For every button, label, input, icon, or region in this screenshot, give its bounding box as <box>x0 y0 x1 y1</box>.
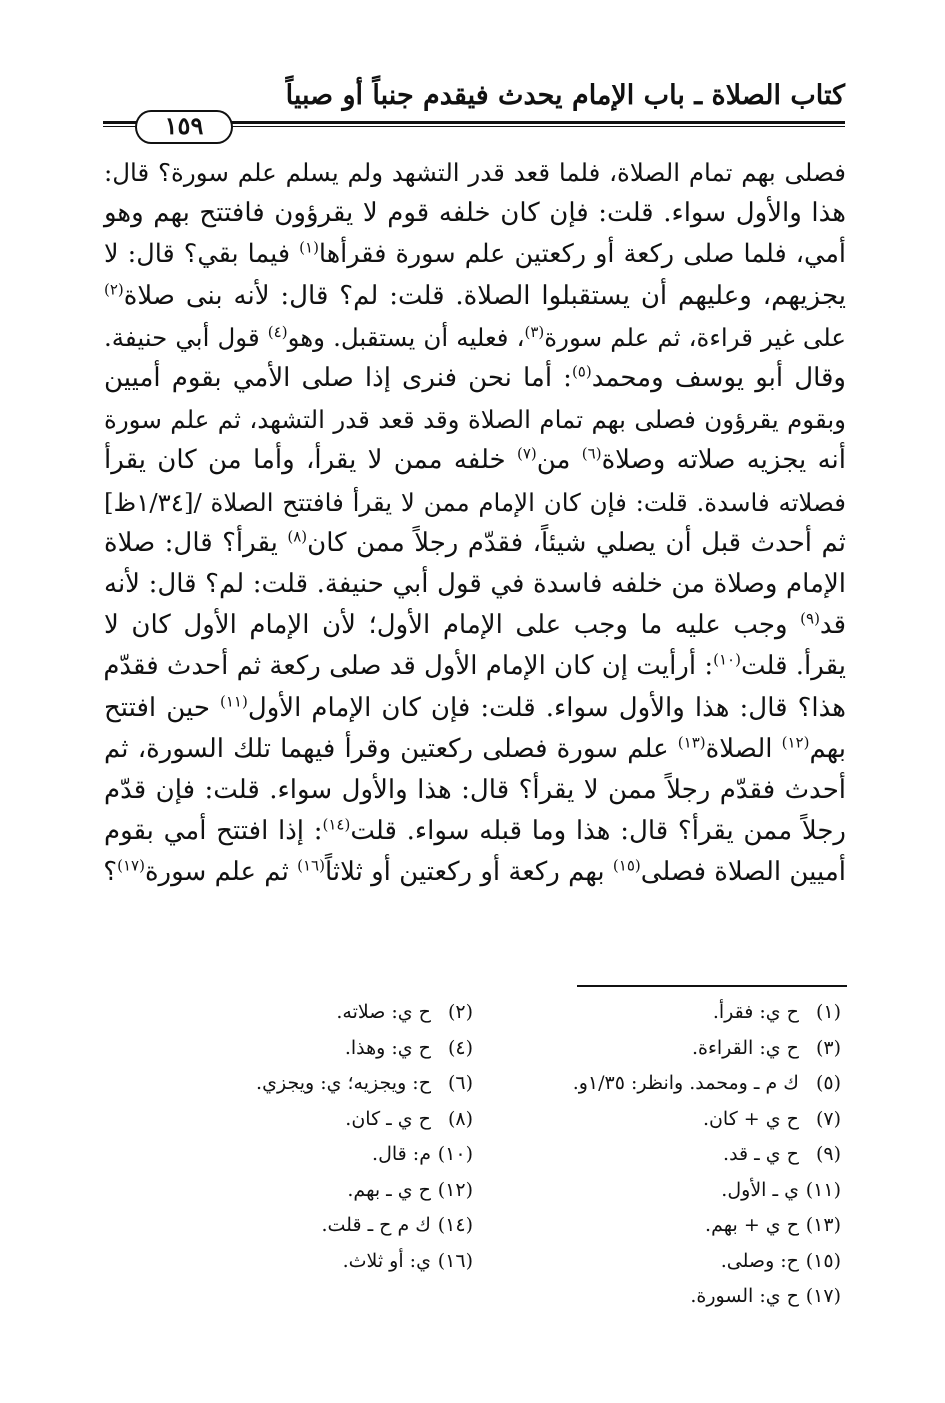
text-run: علم سورة فصلى ركعتين وقرأ فيهما تلك السورة، ثم <box>104 733 678 764</box>
text-line <box>104 234 846 275</box>
text-run: رجلاً ممن يقرأ؟ قال: هذا وما قبله سواء. قلت <box>350 816 846 847</box>
text-run: بهم ركعة أو ركعتين أو ثلاثاً <box>324 857 613 888</box>
footnote <box>256 1208 473 1244</box>
text-line <box>104 605 846 646</box>
footnote-text: ح ي ـ قد. <box>723 1143 799 1165</box>
footnotes-left-column <box>256 995 473 1279</box>
footnote-number: (١٥) <box>805 1249 841 1272</box>
footnote-number: (١٣) <box>805 1214 841 1236</box>
footnote <box>573 1244 841 1280</box>
text-run: الصلاة <box>705 733 782 764</box>
footnote-marker: (٦) <box>581 444 602 463</box>
footnote-marker: (١٤) <box>322 815 351 834</box>
text-line <box>104 399 846 440</box>
footnote-number: (١٢) <box>437 1178 473 1201</box>
footnote-text: ح ي ـ كان. <box>345 1107 431 1130</box>
footnote-marker: (٩) <box>800 609 820 628</box>
footnote-marker: (١) <box>299 238 319 257</box>
footnote-number: (١٦) <box>437 1249 473 1272</box>
footnote-number: (٨) <box>447 1107 473 1130</box>
footnote-number: (٤) <box>447 1036 473 1059</box>
footnote <box>256 1102 473 1138</box>
text-run: : أرأيت إن كان الإمام الأول قد صلى ركعة ثم أحدث فقدّم <box>103 651 714 682</box>
footnote <box>573 1066 841 1102</box>
footnote <box>573 1137 841 1173</box>
text-run: على غير قراءة، ثم علم سورة <box>544 322 847 352</box>
footnote-text: ح ي: فقرأ. <box>712 1001 799 1023</box>
running-title: كتاب الصلاة ـ باب الإمام يحدث فيقدم جنباً أو صبياً <box>285 80 845 111</box>
footnote-marker: (٣) <box>524 322 545 341</box>
text-run: بهم <box>809 733 846 764</box>
text-run: أمي، فلما صلى ركعة أو ركعتين علم سورة فقرأها <box>318 239 846 270</box>
text-run: وقال أبو يوسف ومحمد <box>591 363 846 394</box>
text-line <box>104 482 846 523</box>
footnote <box>573 1031 841 1067</box>
footnote-marker: (٤) <box>267 322 288 341</box>
text-line <box>104 276 846 317</box>
text-run: يقرأ؟ قال: صلاة <box>104 527 288 558</box>
text-run: يقرأ. قلت <box>740 651 846 682</box>
footnote-text: ح: وصلى. <box>720 1249 799 1272</box>
text-run: وبقوم يقرؤون فصلى بهم تمام الصلاة وقد قعد قدر التشهد، ثم علم سورة <box>104 405 846 435</box>
footnote-text: ح ي: وهذا. <box>344 1036 431 1059</box>
footnote <box>573 995 841 1031</box>
footnote-marker: (١٠) <box>713 650 741 669</box>
text-line <box>104 811 846 852</box>
footnote-marker: (١٣) <box>677 733 706 752</box>
text-line <box>104 729 846 770</box>
footnote-text: ي ـ الأول. <box>721 1178 799 1201</box>
text-run: فصلى بهم تمام الصلاة، فلما قعد قدر التشهد ولم يسلم علم سورة؟ قال: <box>104 158 846 187</box>
footnote-text: ك م ـ ومحمد. وانظر: ١/٣٥و. <box>572 1072 799 1094</box>
footnote-number: (٩) <box>815 1143 841 1165</box>
footnote <box>256 995 473 1031</box>
text-line <box>104 688 846 729</box>
footnote-text: ح ي: صلاته. <box>336 1001 431 1023</box>
footnote-marker: (٢) <box>104 279 124 298</box>
text-run: من <box>536 445 582 476</box>
footnote-number: (١١) <box>805 1178 841 1201</box>
footnote-marker: (١٧) <box>117 856 145 875</box>
footnote-text: ح ي + كان. <box>702 1107 799 1130</box>
footnote <box>256 1173 473 1209</box>
text-line <box>104 193 846 234</box>
footnote <box>573 1208 841 1244</box>
text-line <box>104 564 846 605</box>
text-run: قول أبي حنيفة. <box>104 322 268 352</box>
footnote-number: (٥) <box>815 1072 841 1094</box>
footnote-text: ك م ح ـ قلت. <box>321 1214 431 1236</box>
text-run: ، فعليه أن يستقبل. وهو <box>287 322 525 352</box>
footnote-marker: (٥) <box>571 362 592 381</box>
text-run: يجزيهم، وعليهم أن يستقبلوا الصلاة. قلت: لم؟ قال: لأنه بنى صلاة <box>123 280 846 311</box>
footnote-text: ح ي: السورة. <box>690 1285 799 1307</box>
text-run: الإمام وصلاة من خلفه فاسدة في قول أبي حنيفة. قلت: لم؟ قال: لأنه <box>104 569 846 600</box>
footnote <box>573 1102 841 1138</box>
footnote-number: (١٧) <box>805 1285 841 1307</box>
footnote-marker: (١٢) <box>781 733 810 752</box>
text-run: : أما نحن فنرى إذا صلى الأمي بقوم أميين <box>104 363 572 394</box>
text-run: أميين الصلاة فصلى <box>640 857 846 888</box>
text-line <box>104 646 846 687</box>
text-run: أحدث فقدّم رجلاً ممن لا يقرأ؟ قال: هذا والأول سواء. قلت: فإن قدّم <box>104 775 846 806</box>
footnote <box>256 1031 473 1067</box>
footnote-number: (١٤) <box>437 1214 473 1236</box>
text-line <box>104 358 846 399</box>
text-run: ثم علم سورة <box>144 857 298 888</box>
footnote-number: (١) <box>815 1001 841 1023</box>
text-run: خلفه ممن لا يقرأ، وأما من كان يقرأ <box>104 445 517 476</box>
text-line <box>104 770 846 811</box>
footnote-marker: (٨) <box>287 527 308 546</box>
text-run: ؟ <box>103 857 118 888</box>
text-line <box>104 152 846 193</box>
text-run: فيما بقي؟ قال: لا <box>104 239 300 270</box>
text-line <box>104 852 846 893</box>
footnote <box>573 1279 841 1315</box>
footnote <box>256 1137 473 1173</box>
footnote <box>256 1244 473 1280</box>
footnote-text: ح ي ـ بهم. <box>347 1178 431 1201</box>
text-run: وجب عليه ما وجب على الإمام الأول؛ لأن الإمام الأول كان لا <box>104 610 801 641</box>
footnote-text: ح ي: القراءة. <box>691 1036 799 1059</box>
text-run: هذا والأول سواء. قلت: فإن كان خلفه قوم لا يقرؤون فافتتح بهم وهو <box>104 198 846 229</box>
footnote-marker: (٧) <box>516 444 537 463</box>
footnotes-right-column <box>573 995 841 1315</box>
text-line <box>104 440 846 481</box>
footnote-number: (٣) <box>815 1036 841 1059</box>
footnote-marker: (١٥) <box>612 856 641 875</box>
text-line <box>104 317 846 358</box>
footnote-number: (١٠) <box>437 1143 473 1165</box>
text-run: أنه يجزيه صلاته وصلاة <box>601 445 846 476</box>
text-run: فصلاته فاسدة. قلت: فإن كان الإمام ممن لا يقرأ فافتتح الصلاة /[١/٣٤ظ] <box>104 487 846 517</box>
footnote-text: م: قال. <box>372 1143 431 1165</box>
text-run: قد <box>819 610 846 641</box>
footnote-number: (٢) <box>447 1001 473 1023</box>
footnotes-rule <box>577 985 847 987</box>
footnote <box>573 1173 841 1209</box>
footnote <box>256 1066 473 1102</box>
footnote-text: ح: ويجزيه؛ ي: ويجزي. <box>256 1072 431 1094</box>
footnote-marker: (١٦) <box>297 856 325 875</box>
footnote-text: ي: أو ثلاث. <box>342 1249 431 1272</box>
footnote-marker: (١١) <box>219 691 248 710</box>
text-run: ثم أحدث قبل أن يصلي شيئاً، فقدّم رجلاً ممن كان <box>307 527 846 558</box>
text-line <box>104 523 846 564</box>
text-run: هذا؟ قال: هذا والأول سواء. قلت: فإن كان الإمام الأول <box>247 692 846 723</box>
footnote-number: (٧) <box>815 1107 841 1130</box>
footnote-number: (٦) <box>447 1072 473 1094</box>
main-text <box>104 152 846 894</box>
text-run: : إذا افتتح أمي بقوم <box>104 816 323 847</box>
text-run: حين افتتح <box>104 692 220 723</box>
page-number: ١٥٩ <box>135 110 233 144</box>
footnote-text: ح ي + بهم. <box>705 1214 799 1236</box>
